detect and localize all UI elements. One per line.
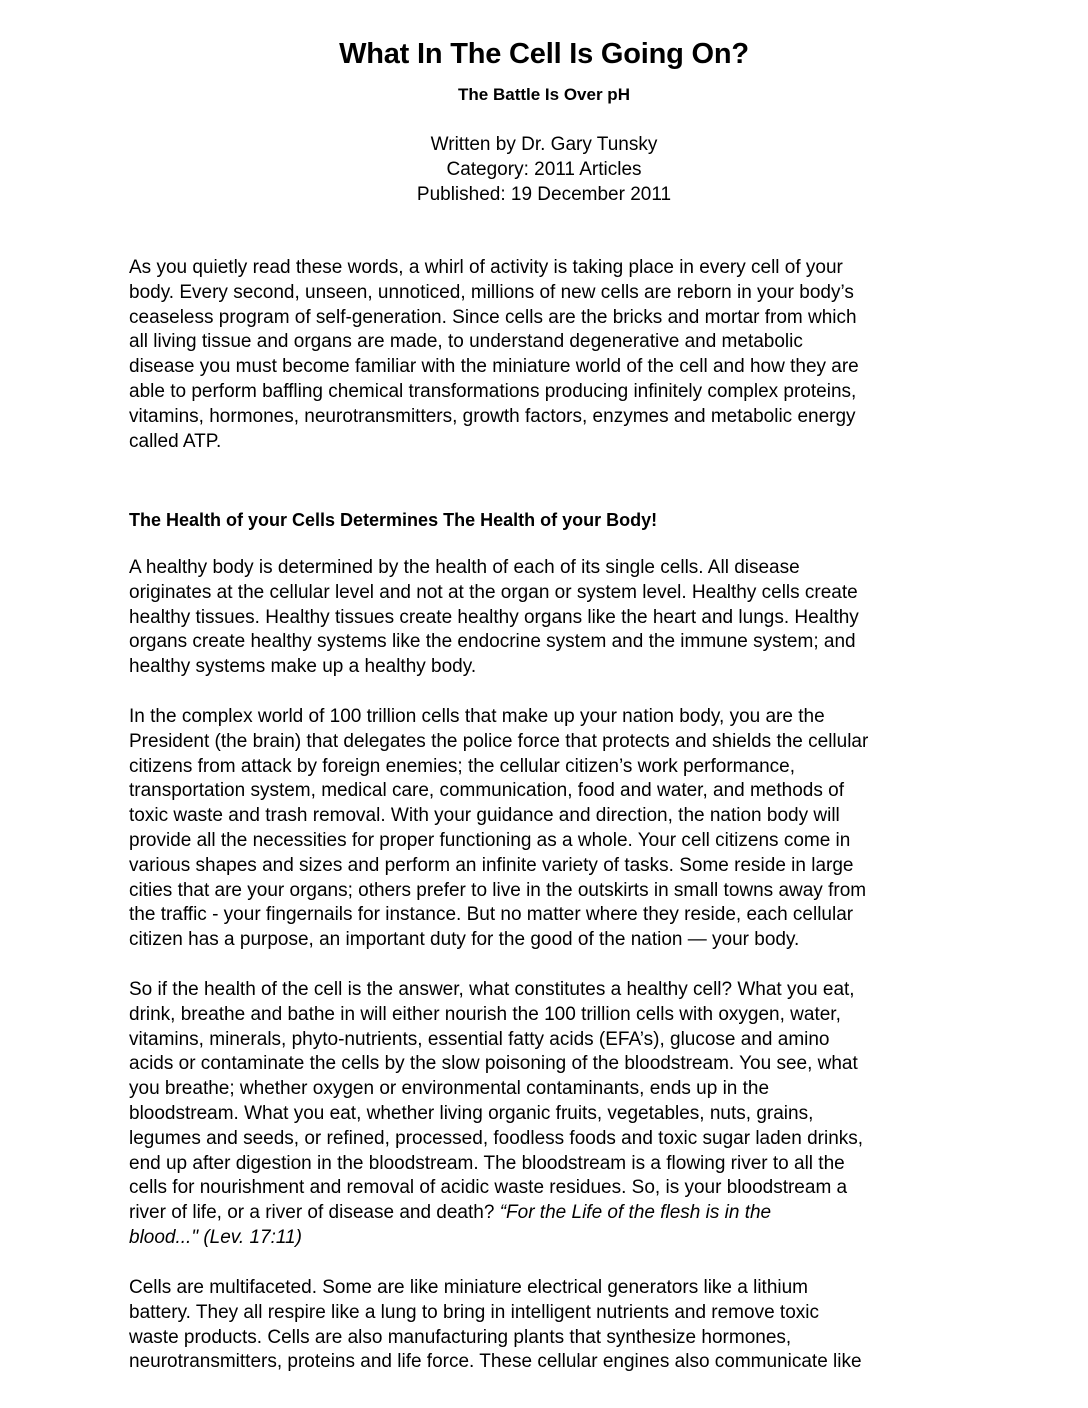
section-heading: The Health of your Cells Determines The Health of your Body! (129, 510, 658, 530)
paragraph-nation-body (129, 705, 959, 953)
text-line: transportation system, medical care, communication, food and water, and methods of (129, 780, 844, 802)
text-line: Cells are multifaceted. Some are like miniature electrical generators like a lithium (129, 1277, 809, 1298)
text-line: As you quietly read these words, a whirl of activity is taking place in every cell of your (129, 257, 843, 278)
text-line: legumes and seeds, or refined, processed, foodless foods and toxic sugar laden drinks, (129, 1127, 864, 1149)
text-line: disease you must become familiar with the miniature world of the cell and how they are (129, 356, 859, 378)
quote-line (129, 1201, 959, 1226)
text-line: vitamins, minerals, phyto-nutrients, essential fatty acids (EFA’s), glucose and amino (129, 1028, 830, 1050)
text-line: President (the brain) that delegates the police force that protects and shields the cellular (129, 730, 869, 752)
para1-text (129, 556, 959, 680)
text-line: provide all the necessities for proper functioning as a whole. Your cell citizens come in (129, 829, 851, 851)
paragraph-healthy-cell (129, 978, 959, 1251)
article-meta (0, 132, 1088, 207)
intro-text (129, 256, 959, 454)
text-line: healthy tissues. Healthy tissues create healthy organs like the heart and lungs. Healthy (129, 606, 859, 628)
quote-lead-text: river of life, or a river of disease and death? (129, 1202, 500, 1224)
category-line: Category: 2011 Articles (446, 159, 642, 180)
text-line: ceaseless program of self-generation. Since cells are the bricks and mortar from which (129, 306, 857, 328)
text-line: toxic waste and trash removal. With your guidance and direction, the nation body will (129, 805, 840, 827)
text-line: drink, breathe and bathe in will either nourish the 100 trillion cells with oxygen, water, (129, 1003, 841, 1025)
text-line: citizens from attack by foreign enemies; the cellular citizen’s work performance, (129, 755, 795, 777)
quote-citation: blood..." (Lev. 17:11) (129, 1226, 302, 1248)
text-line: you breathe; whether oxygen or environmental contaminants, ends up in the (129, 1078, 770, 1100)
article-title: What In The Cell Is Going On? (339, 38, 749, 70)
text-line: neurotransmitters, proteins and life force. These cellular engines also communicate like (129, 1351, 862, 1373)
text-line: the traffic - your fingernails for instance. But no matter where they reside, each cellular (129, 904, 854, 926)
article-subtitle: The Battle Is Over pH (458, 85, 630, 104)
text-line: acids or contaminate the cells by the slow poisoning of the bloodstream. You see, what (129, 1053, 858, 1075)
text-line: bloodstream. What you eat, whether living organic fruits, vegetables, nuts, grains, (129, 1102, 814, 1124)
text-line: cells for nourishment and removal of acidic waste residues. So, is your bloodstream a (129, 1177, 848, 1199)
text-line: cities that are your organs; others prefer to live in the outskirts in small towns away from (129, 879, 867, 901)
intro-paragraph (129, 256, 959, 454)
text-line: battery. They all respire like a lung to bring in intelligent nutrients and remove toxic (129, 1301, 819, 1323)
published-line: Published: 19 December 2011 (416, 184, 672, 205)
text-line: vitamins, hormones, neurotransmitters, growth factors, enzymes and metabolic energy (129, 405, 856, 427)
text-line: various shapes and sizes and perform an infinite variety of tasks. Some reside in large (129, 854, 854, 876)
text-line: originates at the cellular level and not at the organ or system level. Healthy cells create (129, 581, 858, 603)
text-line: all living tissue and organs are made, to understand degenerative and metabolic (129, 331, 803, 353)
paragraph-multifaceted (129, 1276, 959, 1375)
text-line: called ATP. (129, 430, 222, 452)
text-line: body. Every second, unseen, unnoticed, millions of new cells are reborn in your body’s (129, 281, 854, 303)
text-line: organs create healthy systems like the endocrine system and the immune system; and (129, 631, 856, 653)
quote-text: “For the Life of the flesh is in the (499, 1202, 772, 1224)
para4-text (129, 1276, 959, 1375)
text-line: A healthy body is determined by the health of each of its single cells. All disease (129, 557, 800, 578)
text-line: healthy systems make up a healthy body. (129, 656, 477, 678)
paragraph-cells-health (129, 556, 959, 680)
author-line: Written by Dr. Gary Tunsky (430, 134, 658, 155)
text-line: able to perform baffling chemical transformations producing infinitely complex proteins, (129, 380, 857, 402)
text-line: end up after digestion in the bloodstream. The bloodstream is a flowing river to all the (129, 1152, 845, 1174)
text-line: So if the health of the cell is the answer, what constitutes a healthy cell? What you eat, (129, 979, 855, 1000)
para3-text (129, 978, 959, 1201)
text-line: In the complex world of 100 trillion cells that make up your nation body, you are the (129, 706, 825, 727)
para2-text (129, 705, 959, 953)
text-line: waste products. Cells are also manufacturing plants that synthesize hormones, (129, 1326, 792, 1348)
text-line: citizen has a purpose, an important duty for the good of the nation — your body. (129, 929, 800, 951)
